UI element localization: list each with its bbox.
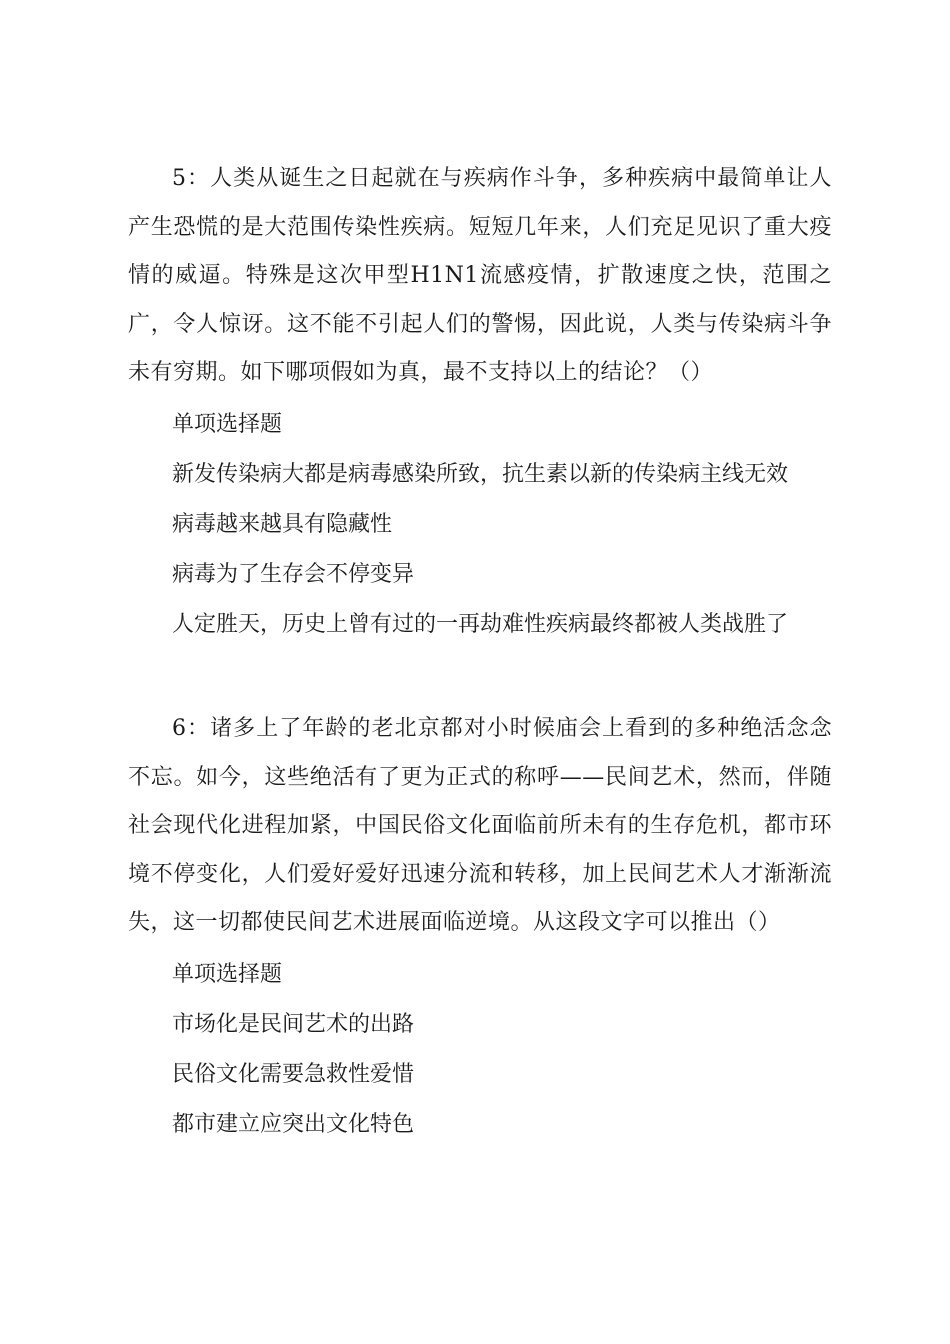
question-stem: 6：诸多上了年龄的老北京都对小时候庙会上看到的多种绝活念念不忘。如今，这些绝活有了更为正式的称呼——民间艺术，然而，伴随社会现代化进程加紧，中国民俗文化面临前所未有的生存危机，都市环境不停变化，人们爱好爱好迅速分流和转移，加上民间艺术人才渐渐流失，这一切都使民间艺术进展面临逆境。从这段文字可以推出（） <box>128 716 832 935</box>
option-a: 新发传染病大都是病毒感染所致，抗生素以新的传染病主线无效 <box>172 461 789 487</box>
question-type: 单项选择题 <box>172 411 283 437</box>
question-5 <box>128 155 832 650</box>
question-type: 单项选择题 <box>172 961 283 987</box>
option-c: 都市建立应突出文化特色 <box>172 1111 415 1137</box>
question-6 <box>128 705 832 1150</box>
option-b: 民俗文化需要急救性爱惜 <box>172 1061 415 1087</box>
option-b: 病毒越来越具有隐藏性 <box>172 511 393 537</box>
option-a: 市场化是民间艺术的出路 <box>172 1011 415 1037</box>
question-stem: 5：人类从诞生之日起就在与疾病作斗争，多种疾病中最简单让人产生恐慌的是大范围传染性疾病。短短几年来，人们充足见识了重大疫情的威逼。特殊是这次甲型H1N1流感疫情，扩散速度之快，范围之广，令人惊讶。这不能不引起人们的警惕，因此说，人类与传染病斗争未有穷期。如下哪项假如为真，最不支持以上的结论？（） <box>128 166 832 385</box>
option-c: 病毒为了生存会不停变异 <box>172 561 415 587</box>
option-d: 人定胜天，历史上曾有过的一再劫难性疾病最终都被人类战胜了 <box>172 611 789 637</box>
